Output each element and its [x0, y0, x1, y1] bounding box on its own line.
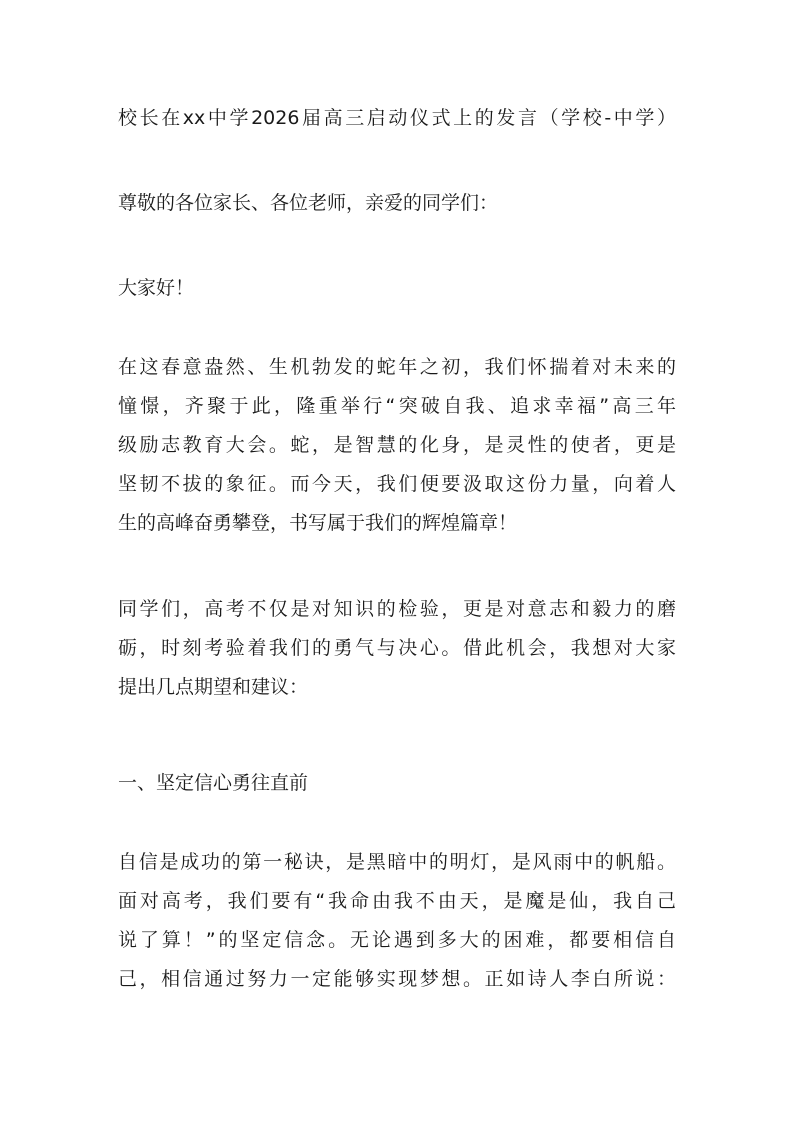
hello: 大家好！: [118, 277, 195, 299]
paragraph-line: 坚韧不拔的象征。而今天，我们便要汲取这份力量，向着人: [118, 473, 676, 495]
document-title: 校长在xx中学2026届高三启动仪式上的发言（学校-中学）: [118, 107, 676, 129]
paragraph-3: [118, 843, 676, 999]
paragraph-line: 面对高考，我们要有“我命由我不由天，是魔是仙，我自己: [118, 890, 676, 912]
paragraph-line: 己，相信通过努力一定能够实现梦想。正如诗人李白所说：: [118, 968, 676, 990]
paragraph-line: 砺，时刻考验着我们的勇气与决心。借此机会，我想对大家: [118, 637, 676, 659]
paragraph-line: 同学们，高考不仅是对知识的检验，更是对意志和毅力的磨: [118, 598, 676, 620]
greeting: 尊敬的各位家长、各位老师，亲爱的同学们：: [118, 192, 499, 214]
paragraph-1: [118, 348, 676, 543]
paragraph-line: 级励志教育大会。蛇，是智慧的化身，是灵性的使者，更是: [118, 434, 676, 456]
paragraph-line: 生的高峰奋勇攀登，书写属于我们的辉煌篇章！: [118, 512, 518, 534]
paragraph-line: 憧憬，齐聚于此，隆重举行“突破自我、追求幸福”高三年: [118, 395, 676, 417]
paragraph-line: 提出几点期望和建议：: [118, 676, 309, 698]
paragraph-2: [118, 590, 676, 707]
section-heading-1: 一、坚定信心勇往直前: [118, 772, 309, 794]
paragraph-line: 在这春意盎然、生机勃发的蛇年之初，我们怀揣着对未来的: [118, 356, 676, 378]
paragraph-line: 自信是成功的第一秘诀，是黑暗中的明灯，是风雨中的帆船。: [118, 851, 676, 873]
paragraph-line: 说了算！”的坚定信念。无论遇到多大的困难，都要相信自: [118, 929, 676, 951]
